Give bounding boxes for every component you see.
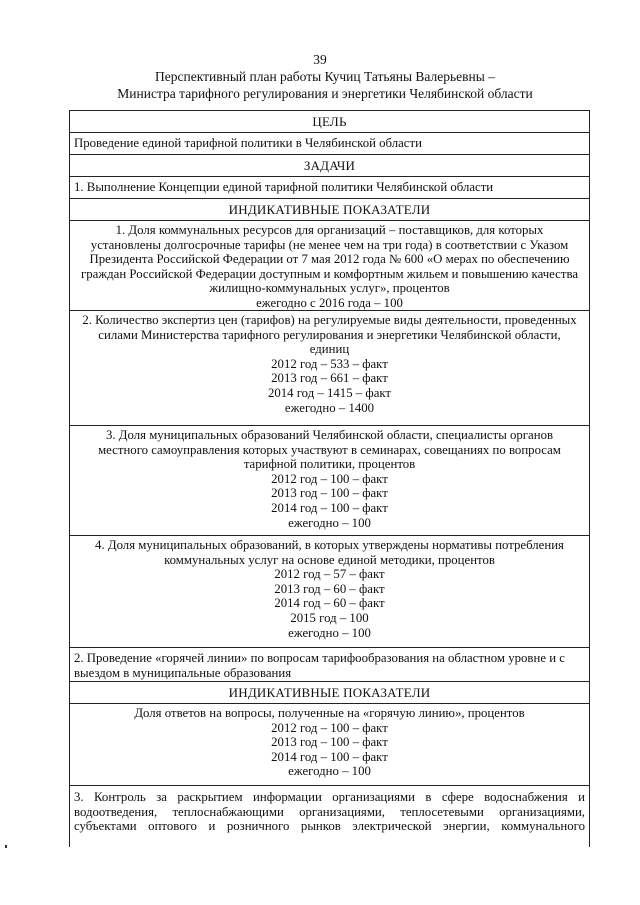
task-3-line-2: водоотведения, теплоснабжающими организациями, теплосетевыми организациями,: [74, 804, 585, 819]
task-2: 2. Проведение «горячей линии» по вопросам тарифообразования на областном уровне и с выездом в муниципальные образования: [70, 648, 589, 682]
indicator-2-value: 2013 год – 661 – факт: [271, 371, 388, 386]
indicator-5-value: 2012 год – 100 – факт: [271, 720, 388, 735]
plan-table: [69, 110, 590, 847]
indicator-5-value: 2014 год – 100 – факт: [271, 749, 388, 764]
indicator-3-value: 2012 год – 100 – факт: [271, 471, 388, 486]
margin-mark: [5, 845, 7, 848]
task-3-line-3: субъектами оптового и розничного рынков электрической энергии, коммунального: [74, 819, 585, 834]
indicator-1-value: ежегодно с 2016 года – 100: [256, 295, 403, 310]
indicator-2-value: ежегодно – 1400: [284, 400, 375, 415]
task-3: [70, 786, 589, 847]
task-3-line-1: 3. Контроль за раскрытием информации организациями в сфере водоснабжения и: [74, 790, 585, 804]
indicator-4: [70, 536, 589, 648]
indicator-2-text: 2. Количество экспертиз цен (тарифов) на регулируемые виды деятельности, проведенных силами Министерства тарифного регулирования и энергетики Челябинской области, единиц: [82, 313, 577, 357]
indicators-header-1: ИНДИКАТИВНЫЕ ПОКАЗАТЕЛИ: [70, 199, 589, 221]
indicator-5: [70, 704, 589, 786]
task-1: 1. Выполнение Концепции единой тарифной политики Челябинской области: [70, 177, 589, 199]
indicator-5-value: ежегодно – 100: [288, 764, 371, 779]
indicator-4-value: 2012 год – 57 – факт: [274, 567, 385, 582]
document-title: [60, 68, 590, 102]
indicator-2-value: 2012 год – 533 – факт: [271, 356, 388, 371]
indicator-1-text: 1. Доля коммунальных ресурсов для организаций – поставщиков, для которых установлены долгосрочные тарифы (не менее чем на три года) в соответствии с Указом Президента Российской Федерации от 7 мая 2012 года № 600 «О мерах по обеспечению граждан Российской Федерации доступным и комфортным жильем и повышению качества жилищно-коммунальных услуг», процентов: [80, 223, 579, 296]
indicator-3-value: ежегодно – 100: [288, 515, 371, 530]
indicator-3-text: 3. Доля муниципальных образований Челябинской области, специалисты органов местного самоуправления которых участвуют в семинарах, совещаниях по вопросам тарифной политики, процентов: [98, 428, 561, 472]
indicator-5-text: Доля ответов на вопросы, полученные на «горячую линию», процентов: [134, 706, 525, 720]
indicator-3-value: 2013 год – 100 – факт: [271, 486, 388, 501]
indicator-1: [70, 221, 589, 311]
tasks-header: ЗАДАЧИ: [70, 155, 589, 177]
indicator-4-value: 2014 год – 60 – факт: [274, 596, 385, 611]
goal-header: ЦЕЛЬ: [70, 111, 589, 133]
indicator-4-value: 2015 год – 100: [290, 610, 369, 625]
indicators-header-2: ИНДИКАТИВНЫЕ ПОКАЗАТЕЛИ: [70, 682, 589, 704]
indicator-4-value: ежегодно – 100: [288, 625, 371, 640]
title-line-1: Перспективный план работы Кучиц Татьяны Валерьевны –: [155, 69, 495, 84]
indicator-2: [70, 311, 589, 426]
indicator-3: [70, 426, 589, 536]
title-line-2: Министра тарифного регулирования и энергетики Челябинской области: [117, 86, 533, 101]
indicator-4-value: 2013 год – 60 – факт: [274, 581, 385, 596]
indicator-4-text: 4. Доля муниципальных образований, в которых утверждены нормативы потребления коммунальных услуг на основе единой методики, процентов: [95, 538, 564, 567]
indicator-3-value: 2014 год – 100 – факт: [271, 500, 388, 515]
page-number: 39: [313, 52, 327, 67]
goal-text: Проведение единой тарифной политики в Челябинской области: [70, 133, 589, 155]
indicator-5-value: 2013 год – 100 – факт: [271, 735, 388, 750]
indicator-2-value: 2014 год – 1415 – факт: [267, 385, 392, 400]
